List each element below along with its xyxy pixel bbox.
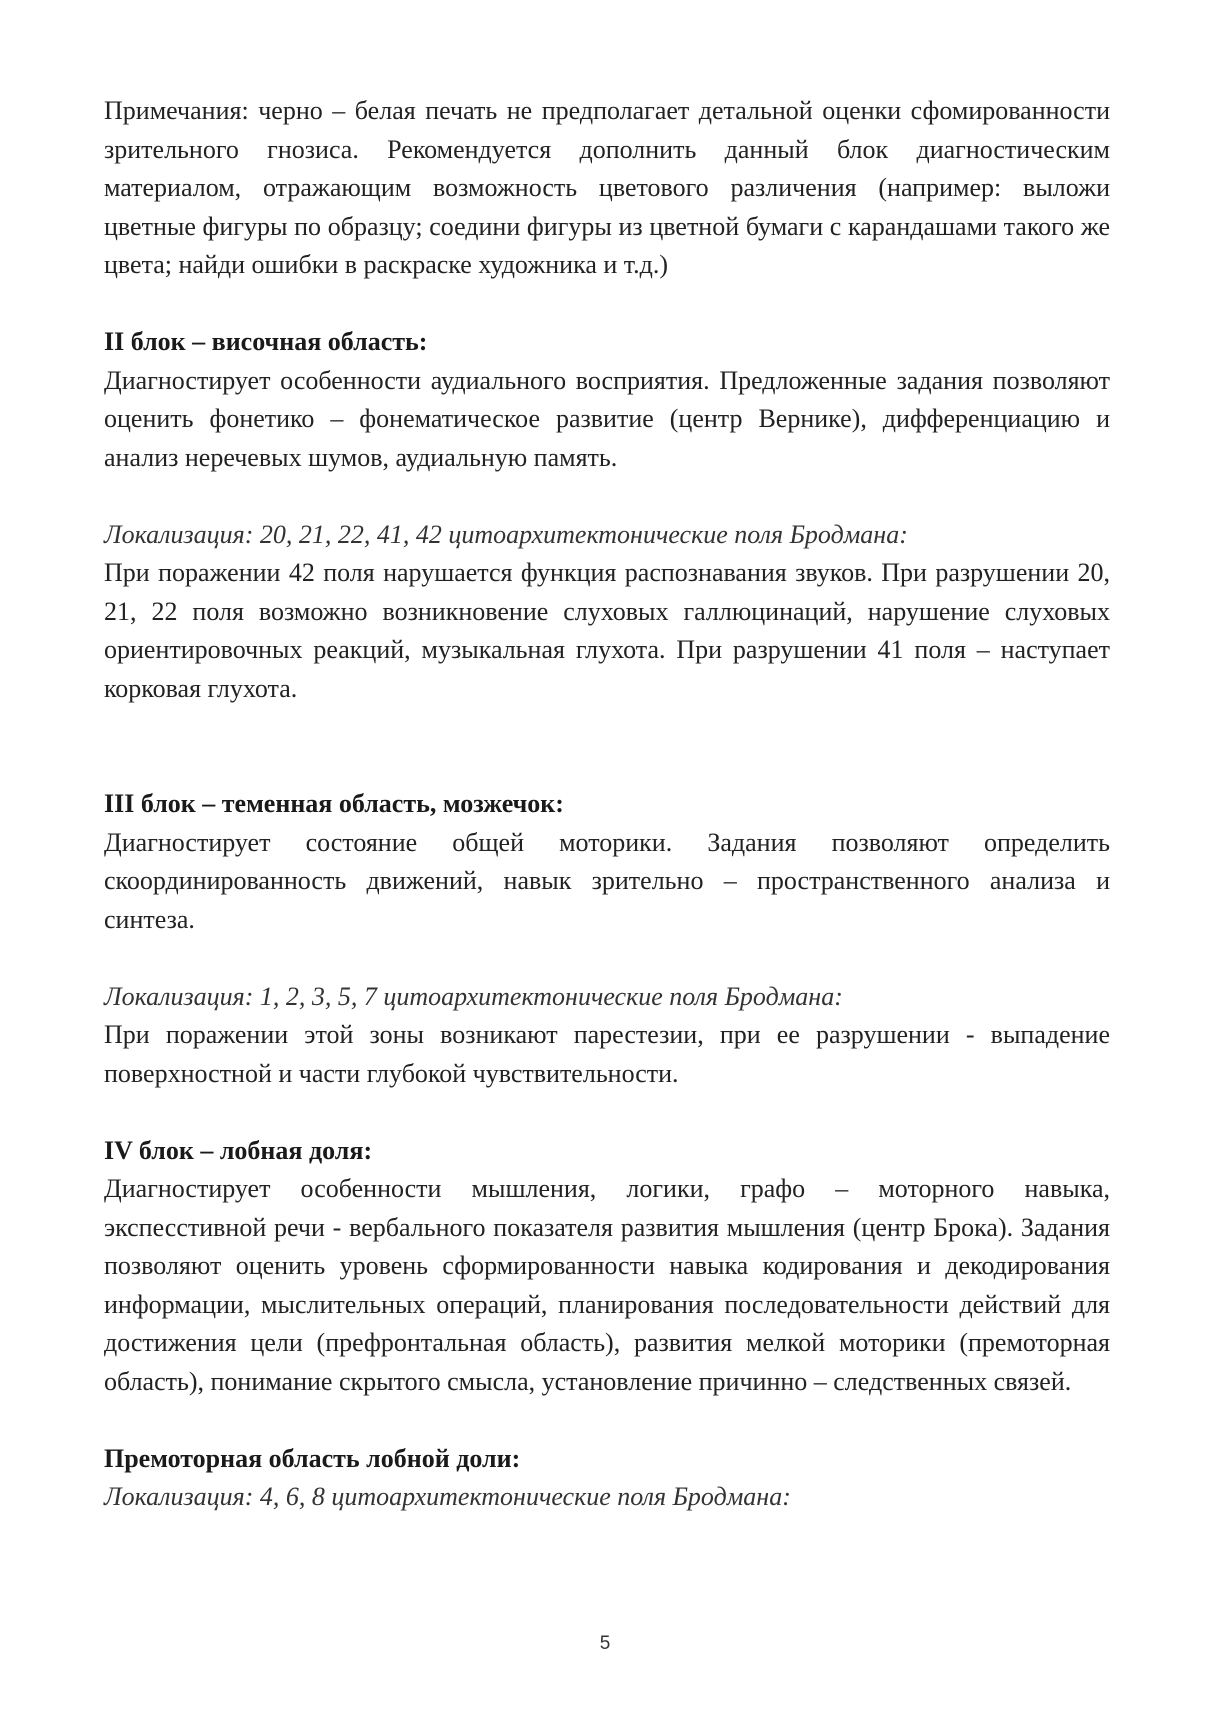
block3-localization: Локализация: 1, 2, 3, 5, 7 цитоархитектонические поля Бродмана: [104,981,843,1011]
page-number: 5 [599,1633,611,1654]
block3-details: При поражении этой зоны возникают парестезии, при ее разрушении - выпадение поверхностной и части глубокой чувствительности. [104,1020,1110,1088]
block4-heading: IV блок – лобная доля: [104,1135,373,1165]
premotor-localization: Локализация: 4, 6, 8 цитоархитектонические поля Бродмана: [104,1482,791,1511]
document-page [104,92,1110,1517]
notes-paragraph: Примечания: черно – белая печать не предполагает детальной оценки сфомированности зрительного гнозиса. Рекомендуется дополнить данный блок диагностическим материалом, отражающим возможность цветового различения (например: выложи цветные фигуры по образцу; соедини фигуры из цветной бумаги с карандашами такого же цвета; найди ошибки в раскраске художника и т.д.) [104,96,1110,279]
block3-heading: III блок – теменная область, мозжечок: [104,789,564,818]
block2-heading: II блок – височная область: [104,327,428,356]
block3-description: Диагностирует состояние общей моторики. Задания позволяют определить скоординированность движений, навык зрительно – пространственного анализа и синтеза. [104,827,1110,934]
block2-details: При поражении 42 поля нарушается функция распознавания звуков. При разрушении 20, 21, 22 поля возможно возникновение слуховых галлюцинаций, нарушение слуховых ориентировочных реакций, музыкальная глухота. При разрушении 41 поля – наступает корковая глухота. [104,558,1110,703]
block4-description: Диагностирует особенности мышления, логики, графо – моторного навыка, экспесстивной речи - вербального показателя развития мышления (центр Брока). Задания позволяют оценить уровень сформированности навыка кодирования и декодирования информации, мыслительных операций, планирования последовательности действий для достижения цели (префронтальная область), развития мелкой моторики (премоторная область), понимание скрытого смысла, установление причинно – следственных связей. [104,1174,1110,1396]
block2-description: Диагностирует особенности аудиального восприятия. Предложенные задания позволяют оценить фонетико – фонематическое развитие (центр Вернике), дифференциацию и анализ неречевых шумов, аудиальную память. [104,365,1110,472]
block2-localization: Локализация: 20, 21, 22, 41, 42 цитоархитектонические поля Бродмана: [104,519,908,549]
premotor-heading: Премоторная область лобной доли: [104,1443,521,1473]
